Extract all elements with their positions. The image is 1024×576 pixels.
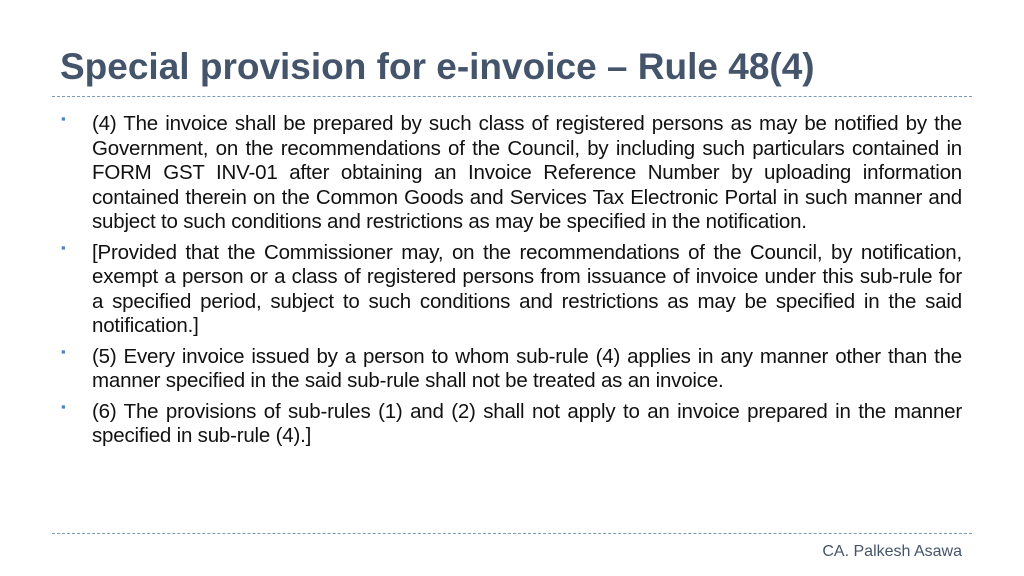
square-bullet-icon: ▪ (61, 343, 66, 359)
footer-author: CA. Palkesh Asawa (822, 543, 962, 560)
slide-title: Special provision for e-invoice – Rule 48(4) (60, 46, 815, 87)
square-bullet-icon: ▪ (61, 398, 66, 414)
square-bullet-icon: ▪ (61, 111, 66, 126)
bullet-item-proviso (60, 241, 962, 339)
bullet-text: [Provided that the Commissioner may, on the recommendations of the Council, by notification, exempt a person or a class of registered persons from issuance of invoice under this sub-rule for a specified period, subject to such conditions and restrictions as may be specified in the said notification.] (92, 240, 962, 337)
bullet-list (60, 112, 962, 455)
bullet-text: (4) The invoice shall be prepared by such class of registered persons as may be notified by the Government, on the recommendations of the Council, by including such particulars contained in FORM GST INV-01 after obtaining an Invoice Reference Number by uploading information contained therein on the Common Goods and Services Tax Electronic Portal in such manner and subject to such conditions and restrictions as may be specified in the notification. (92, 112, 962, 233)
bullet-text: (5) Every invoice issued by a person to whom sub-rule (4) applies in any manner other than the manner specified in the said sub-rule shall not be treated as an invoice. (92, 344, 962, 392)
footer-divider (52, 533, 972, 534)
square-bullet-icon: ▪ (61, 239, 66, 255)
bullet-item-rule-5 (60, 345, 962, 394)
title-divider (52, 96, 972, 97)
bullet-item-rule-4 (60, 112, 962, 235)
bullet-item-rule-6 (60, 400, 962, 449)
bullet-text: (6) The provisions of sub-rules (1) and (2) shall not apply to an invoice prepared in the manner specified in sub-rule (4).] (92, 399, 962, 447)
